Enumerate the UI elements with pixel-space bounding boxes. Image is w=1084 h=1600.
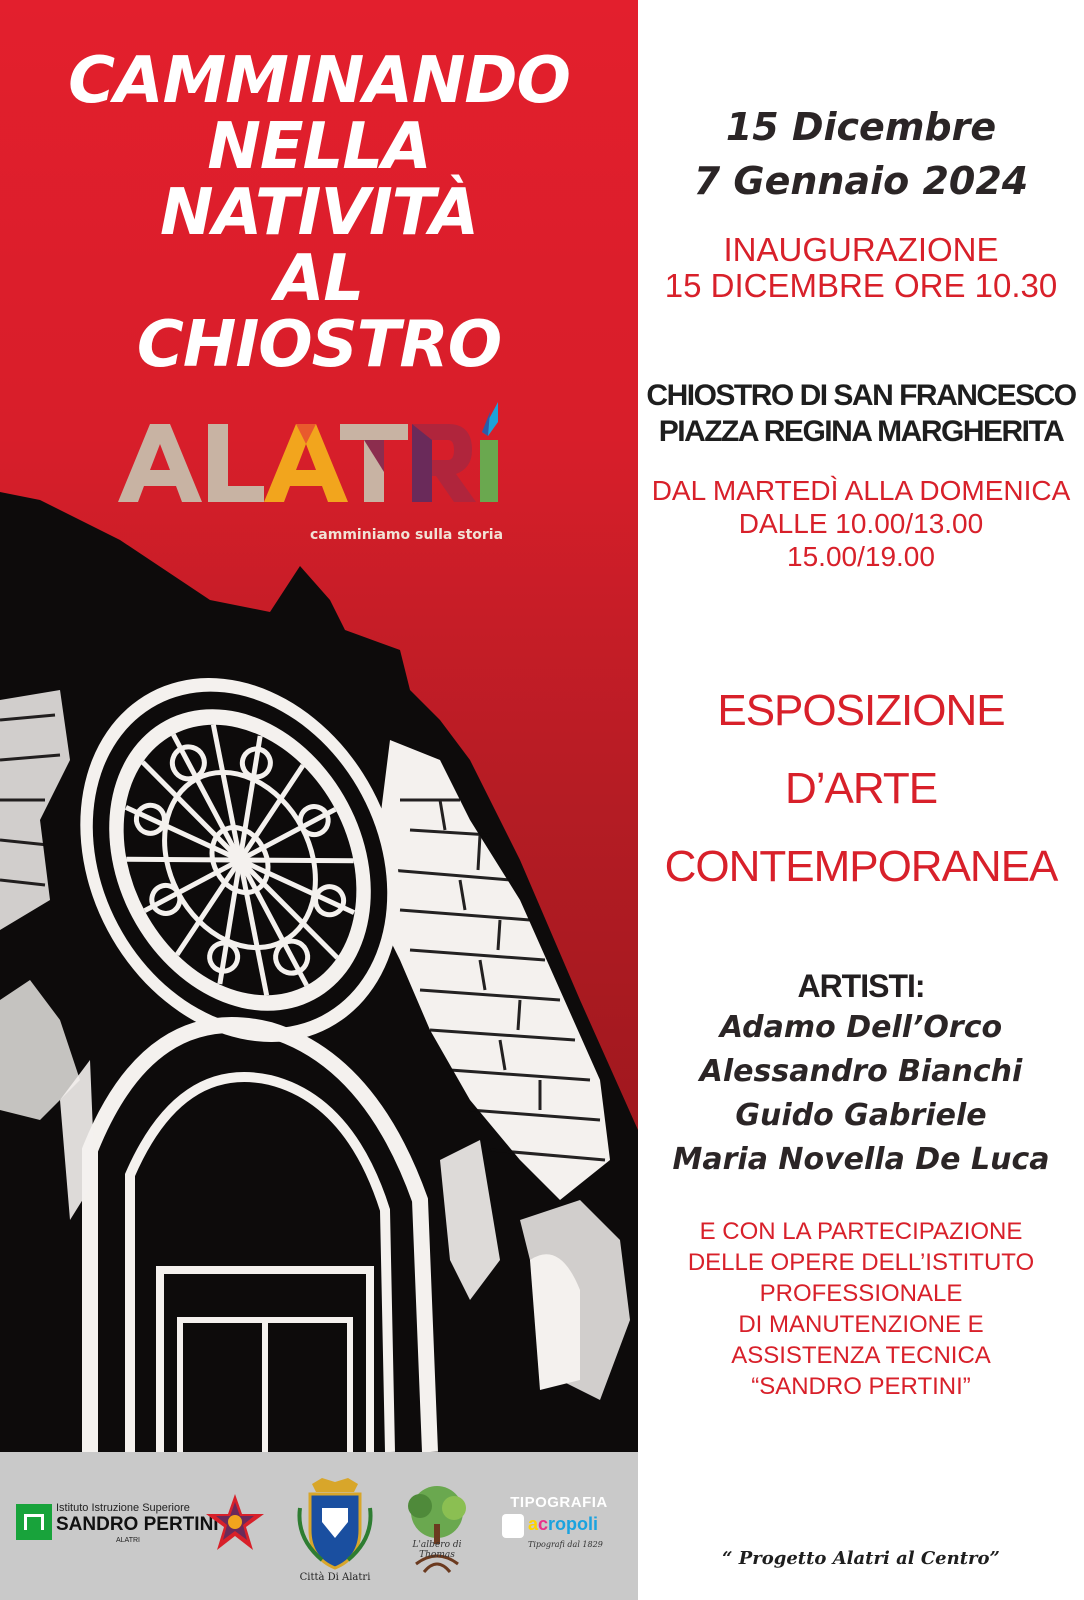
inauguration-line: INAUGURAZIONE xyxy=(723,231,999,268)
school-icon xyxy=(16,1504,52,1540)
hours-line: DALLE 10.00/13.00 xyxy=(738,508,984,539)
inauguration-line: 15 DICEMBRE ORE 10.30 xyxy=(664,267,1058,304)
city-coat-of-arms xyxy=(292,1478,378,1588)
albero-logo xyxy=(396,1484,478,1580)
artists-heading: ARTISTI: xyxy=(797,968,925,1004)
pertini-line2: SANDRO PERTINI xyxy=(56,1514,219,1535)
venue-info xyxy=(638,378,1084,450)
date-line: 15 Dicembre xyxy=(725,105,997,149)
hours-line: DAL MARTEDÌ ALLA DOMENICA xyxy=(651,475,1071,506)
albero-caption: L'albero di Thomas xyxy=(412,1540,462,1560)
title-line: NATIVITÀ xyxy=(160,176,478,250)
logo-tagline: camminiamo sulla storia xyxy=(310,527,504,543)
participation-line: DELLE OPERE DELL’ISTITUTO xyxy=(687,1249,1035,1276)
participation-line: E CON LA PARTECIPAZIONE xyxy=(699,1218,1023,1245)
acropoli-rest: ropoli xyxy=(548,1514,599,1534)
acropoli-a: a xyxy=(528,1514,539,1534)
acropoli-wordmark xyxy=(528,1514,598,1535)
print-icon xyxy=(502,1514,524,1538)
exhibition-line: ESPOSIZIONE xyxy=(717,686,1005,735)
participation-line: PROFESSIONALE xyxy=(759,1280,963,1307)
hours-line: 15.00/19.00 xyxy=(787,541,935,572)
poster-right-panel xyxy=(638,0,1084,1600)
tipografia-since: Tipografi dal 1829 xyxy=(528,1540,603,1549)
acropoli-c: c xyxy=(538,1514,549,1534)
title-line: NELLA xyxy=(207,110,431,184)
event-title xyxy=(0,44,638,382)
opening-hours xyxy=(638,474,1084,573)
exhibition-title xyxy=(638,672,1084,906)
project-label: “ Progetto Alatri al Centro” xyxy=(722,1548,1000,1569)
title-line: CAMMINANDO xyxy=(68,44,570,118)
venue-line: PIAZZA REGINA MARGHERITA xyxy=(658,415,1064,448)
venue-line: CHIOSTRO DI SAN FRANCESCO xyxy=(646,379,1076,412)
artist-name: Maria Novella De Luca xyxy=(672,1142,1050,1177)
city-caption: Città Di Alatri xyxy=(299,1572,371,1583)
star-emblem-icon xyxy=(206,1494,264,1552)
title-line: CHIOSTRO xyxy=(136,308,502,382)
pertini-line1: Istituto Istruzione Superiore xyxy=(56,1502,190,1514)
exhibition-line: CONTEMPORANEA xyxy=(664,842,1058,891)
tree-icon xyxy=(396,1484,478,1580)
pertini-logo xyxy=(16,1502,219,1550)
tipografia-acropoli-logo xyxy=(502,1494,616,1564)
participation-line: “SANDRO PERTINI” xyxy=(751,1373,971,1400)
artist-name: Alessandro Bianchi xyxy=(699,1054,1023,1089)
artists-list xyxy=(638,1006,1084,1182)
exhibition-line: D’ARTE xyxy=(784,764,938,813)
tipografia-label: TIPOGRAFIA xyxy=(510,1494,608,1511)
pertini-line3: ALATRI xyxy=(116,1537,140,1544)
event-dates xyxy=(638,100,1084,208)
inauguration-info xyxy=(638,232,1084,304)
artist-name: Adamo Dell’Orco xyxy=(719,1010,1003,1045)
coat-of-arms-icon xyxy=(292,1478,378,1570)
date-line: 7 Gennaio 2024 xyxy=(693,159,1029,203)
artist-name: Guido Gabriele xyxy=(735,1098,987,1133)
participation-note xyxy=(638,1216,1084,1402)
participation-line: ASSISTENZA TECNICA xyxy=(731,1342,991,1369)
participation-line: DI MANUTENZIONE E xyxy=(738,1311,984,1338)
title-line: AL xyxy=(274,242,364,316)
